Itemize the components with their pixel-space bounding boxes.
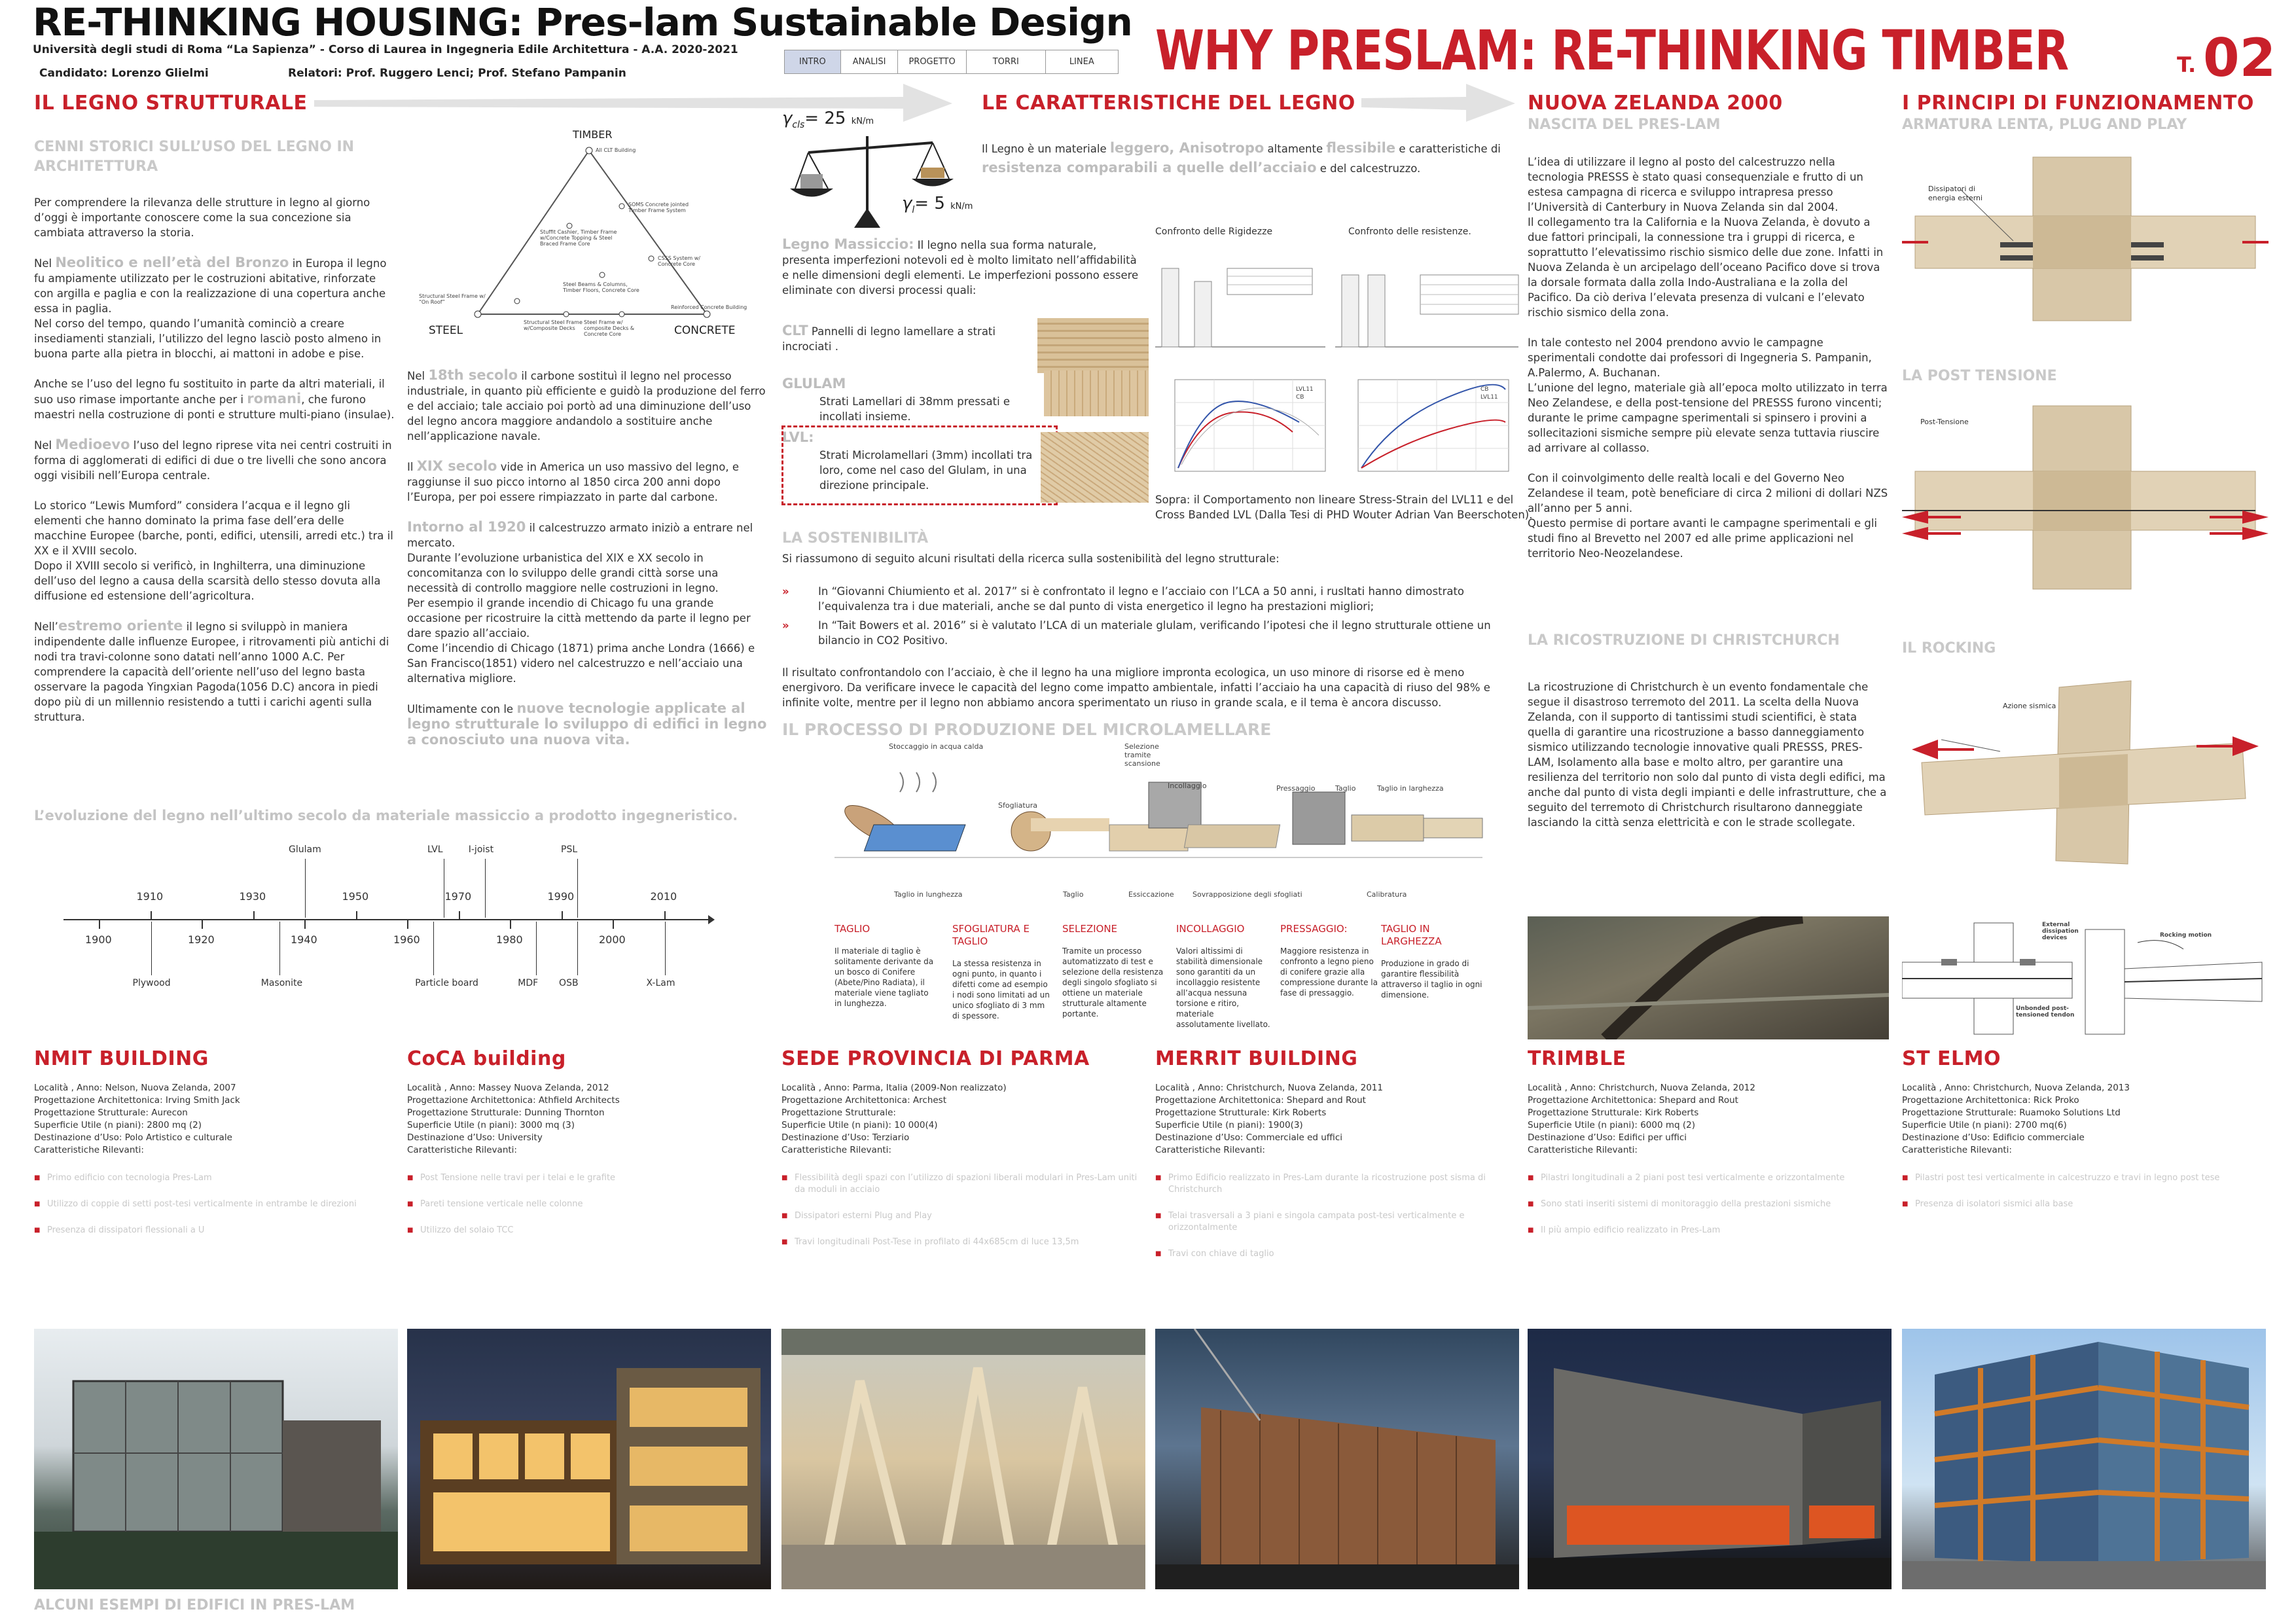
photo-st-elmo — [1902, 1329, 2266, 1589]
lvl-heading: LVL: — [782, 429, 814, 445]
building-features: ■ Primo edificio con tecnologia Pres-Lam ■ Utilizzo di coppie di setti post-tesi verticalmente in entrambe le direzioni ■ Presenza di dissipatori flessionali a U — [34, 1172, 398, 1236]
post-tension-label: Post-Tensione — [1920, 418, 1969, 426]
subheading-armatura: ARMATURA LENTA, PLUG AND PLAY — [1902, 117, 2187, 133]
tri-n8: Steel Frame w/ composite Decks & Concrete Core — [584, 319, 635, 337]
timeline-year: 2010 — [650, 890, 677, 903]
timeline-year: 1960 — [393, 933, 420, 946]
photo-parma — [781, 1329, 1145, 1589]
nav-tabs — [784, 50, 1119, 74]
tri-n4: CSSS System w/ Concrete Core — [658, 255, 700, 267]
clt-item: CLT Pannelli di legno lamellare a strati incrociati . — [782, 323, 996, 353]
dissipatori-label: Dissipatori di energia esterni — [1928, 185, 1983, 202]
timeline-product: X-Lam — [646, 978, 675, 988]
scale-icon — [782, 123, 965, 234]
right-legend-2: LVL11 — [1480, 394, 1498, 401]
col4-text — [1528, 154, 1889, 576]
timeline-product: Particle board — [415, 978, 478, 988]
timeline-tick — [510, 920, 511, 929]
proc-label-5: Pressaggio — [1276, 784, 1316, 793]
timeline-marker — [433, 922, 434, 975]
tab-linea[interactable]: LINEA — [1069, 57, 1094, 67]
tri-n6: Structural Steel Frame w/ “On Roof” — [419, 293, 486, 305]
timeline-tick — [253, 911, 255, 919]
col4-p2: In tale contesto nel 2004 prendono avvio le campagne sperimentali condotte dai professori di Ingegneria S. Pampanin, A.Palermo, A. Buchanan. L’unione del legno, materiale già all’epoca molto utilizzato in terra Neo Zelandese, e della post-tensione del PRESSS furono vincenti; durante le prime campagne sperimentali si spinsero i provini a sollecitazioni sismiche sempre più elevate senza tuttavia riuscire ad arrivare al collasso. — [1528, 336, 1888, 454]
col2-p4: Ultimamente con le nuove tecnologie applicate al legno strutturale lo sviluppo di edifici in legno a conosciuto una nuova vita. — [407, 700, 767, 748]
tri-n9: Reinforced Concrete Building — [671, 304, 747, 310]
timeline-tick — [202, 920, 203, 929]
building-name: TRIMBLE — [1528, 1047, 1626, 1070]
timeline-year: 1950 — [342, 890, 369, 903]
col2-p1: Nel 18th secolo il carbone sostituì il legno nel processo industriale, in quanto più efficiente e guidò la produzione del ferro e del acciaio; tale acciaio poi portò ad una diminuzione dell’uso del legno ancora maggiore andandolo a sostituire anche nell’applicazione navale. — [407, 367, 766, 442]
timeline-tick — [459, 911, 460, 919]
tri-n7: Structural Steel Frame w/Composite Decks — [524, 319, 583, 331]
section-arrow-2 — [1361, 84, 1518, 123]
timeline-marker — [577, 859, 578, 918]
tri-n5: Steel Beams & Columns, Timber Floors, Concrete Core — [563, 281, 639, 293]
sust-intro: Si riassumono di seguito alcuni risultati della ricerca sulla sostenibilità del legno strutturale: — [782, 552, 1280, 565]
timeline-tick — [562, 911, 563, 919]
col1-p6: Nell’estremo oriente il legno si sviluppò in maniera indipendente dalle influenze Europee, i ritrovamenti più antichi di nodi tra travi-colonne sono datati nell’anno 1000 A.C. Per comprendere la capacità dell’oriente nell’uso del legno basta osservare la pagoda Yingxian Pagoda(1056 D.C) ancora in piedi dopo più di un millennio resistendo a tutti i carichi agenti sulla struttura. — [34, 618, 389, 723]
building-features: ■ Primo Edificio realizzato in Pres-Lam durante la ricostruzione post sisma di Christchurch ■ Telai trasversali a 3 piani e singola campata post-tesi verticalmente e orizzontalmente ■ Travi con chiave di taglio — [1155, 1172, 1519, 1260]
col4-p3: Con il coinvolgimento delle realtà locali e del Governo Neo Zelandese il team, potè beneficiare di circa 2 milioni di dollari NZS all’anno per 5 anni. Questo permise di portare avanti le campagne sperimentali e gli studi fino al Brevetto nel 2007 ed alle prime applicazioni nel territorio Neo-Neozelandese. — [1528, 472, 1888, 560]
building-name: NMIT BUILDING — [34, 1047, 209, 1070]
timeline-product: Masonite — [260, 978, 303, 988]
left-legend-2: CB — [1296, 394, 1304, 401]
proc-label-7: Taglio in larghezza — [1377, 784, 1444, 793]
process-illustration — [834, 753, 1489, 884]
heading-nuova-zelanda: NUOVA ZELANDA 2000 — [1528, 92, 1783, 115]
joint-diagram-1 — [1902, 151, 2269, 327]
building-info: Località , Anno: Massey Nuova Zelanda, 2012 Progettazione Architettonica: Athfield Architects Progettazione Strutturale: Dunning Thornton Superficie Utile (n piani): 3000 mq (3) Destinazione d’Uso: University Caratteristiche Rilevanti: — [407, 1083, 620, 1155]
building-coca — [407, 1047, 771, 1251]
timeline-marker — [665, 922, 666, 975]
step-1: TAGLIO Il materiale di taglio è solitamente derivante da un bosco di Conifere (Abete/Pino Radiata), il materiale viene tagliato in lunghezza. — [834, 923, 934, 1008]
timeline-title: L’evoluzione del legno nell’ultimo secolo da materiale massiccio a prodotto ingegneristico. — [34, 808, 738, 823]
lvl-text: Strati Microlamellari (3mm) incollati tra loro, come nel caso del Glulam, in una direzione principale. — [819, 449, 1033, 492]
gamma-legno: $\gamma_l= 5$ kN/m — [902, 194, 973, 216]
rigidity-chart — [1155, 249, 1332, 350]
proc-label-2: Selezione tramite scansione — [1124, 742, 1160, 768]
sust-bullet-2: » In “Tait Bowers et al. 2016” si è valutato l’LCA di un materiale glulam, verificando l’ipotesi che il legno strutturale ottiene un bilancio in CO2 Positivo. — [782, 619, 1491, 647]
lvl-photo — [1041, 432, 1149, 503]
timeline-product: OSB — [559, 978, 579, 988]
col2-p3: Intorno al 1920 il calcestruzzo armato iniziò a entrare nel mercato. Durante l’evoluzione urbanistica del XIX e XX secolo in concomitanza con lo sviluppo delle grandi città sorse una necessità di controllo maggiore nelle costruzioni in legno. Per esempio il grande incendio di Chicago fu una grande occasione per ricostruire la città mettendo da parte il legno per dare spazio all’acciaio. Come l’incendio di Chicago (1871) prima anche Londra (1666) e San Francisco(1851) videro nel calcestruzzo e nell’acciaio una alternativa migliore. — [407, 519, 755, 685]
rocking-motion-label: Rocking motion — [2160, 932, 2212, 939]
heading-principi: I PRINCIPI DI FUNZIONAMENTO — [1902, 92, 2254, 115]
clt-photo — [1037, 318, 1149, 373]
col4-p1: L’idea di utilizzare il legno al posto del calcestruzzo nella tecnologia PRESSS è stato quasi consequenziale e frutto di un estesa campagna di ricerca e sviluppo intrapresa presso l’Università di Canterbury in Nuova Zelanda sin dal 2004. Il collegamento tra la California e la Nuova Zelanda, è dovuto a due fattori principali, la connessione tra i gruppi di ricerca, e soprattutto l’elevatissimo rischio sismico delle due zone. Infatti in Nuova Zelanda è un arcipelago dell’oceano Pacifico dove si trova la dorsale formata dalla zolla Indo-Australiana e la zolla del Pacifico. Da ciò deriva l’elevata presenza di vulcani e l’elevato rischio sismico della zona. — [1528, 156, 1884, 319]
col1-p5: Lo storico “Lewis Mumford” considera l’acqua e il legno gli elementi che hanno dominato la prima fase dell’era delle macchine Europee (barche, ponti, edifici, utensili, arredi etc.) tra il XX e il XVIII secolo. Dopo il XVIII secolo si verificò, in Inghilterra, una diminuzione dell’uso del legno a causa della scarsità dello stesso dovuta alla diffusione ed estensione dell’agricoltura. — [34, 499, 393, 602]
label-rigidezze: Confronto delle Rigidezze — [1155, 226, 1273, 237]
proc-heading: IL PROCESSO DI PRODUZIONE DEL MICROLAMELLARE — [782, 720, 1272, 739]
timeline — [34, 844, 715, 995]
timeline-year: 2000 — [599, 933, 626, 946]
tri-n3: Stuffit Cashier, Timber Frame w/Concrete Topping & Steel Braced Frame Core — [540, 229, 617, 247]
step-3: SELEZIONE Tramite un processo automatizzato di test e selezione della resistenza degli singolo sfogliato si ottiene un materiale strutturale altamente portante. — [1062, 923, 1164, 1018]
unbonded-label: Unbonded post-tensioned tendon — [2016, 1005, 2075, 1018]
timeline-product: LVL — [427, 844, 443, 855]
tab-analisi[interactable]: ANALISI — [841, 50, 899, 73]
triangle-diagram — [412, 124, 779, 340]
building-st-elmo — [1902, 1047, 2266, 1225]
timeline-marker — [485, 859, 486, 918]
building-features: ■ Post Tensione nelle travi per i telai e le grafite ■ Pareti tensione verticale nelle colonne ■ Utilizzo del solaio TCC — [407, 1172, 771, 1236]
col2-text — [407, 368, 768, 763]
timeline-tick — [664, 911, 666, 919]
tri-n2: SOMS Concrete jointed Timber Frame System — [628, 202, 689, 213]
crack-illustration — [1528, 916, 1889, 1039]
azione-sismica-label: Azione sismica — [2003, 702, 2056, 710]
timeline-product: I-joist — [468, 844, 494, 855]
building-info: Località , Anno: Christchurch, Nuova Zelanda, 2012 Progettazione Architettonica: Shepard and Rout Progettazione Strutturale: Kirk Roberts Superficie Utile (n piani): 6000 mq (2) Destinazione d’Uso: Edifici per uffici Caratteristiche Rilevanti: — [1528, 1083, 1755, 1155]
timeline-marker — [577, 922, 578, 975]
glulam-heading: GLULAM — [782, 376, 846, 391]
caratteristiche-intro: Il Legno è un materiale leggero, Anisotropo altamente flessibile e caratteristiche di resistenza comparabili a quelle dell’acciaio e del calcestruzzo. — [982, 140, 1501, 175]
glulam-text: Strati Lamellari di 38mm pressati e incollati insieme. — [819, 395, 1011, 423]
main-title: RE-THINKING HOUSING: Pres-lam Sustainable Design — [33, 0, 1132, 45]
building-name: ST ELMO — [1902, 1047, 2001, 1070]
photo-trimble — [1528, 1329, 1892, 1589]
why-title: WHY PRESLAM: RE-THINKING TIMBER — [1155, 18, 2069, 82]
heading-caratteristiche: LE CARATTERISTICHE DEL LEGNO — [982, 92, 1355, 115]
timeline-year: 1940 — [291, 933, 317, 946]
step-5: PRESSAGGIO: Maggiore resistenza in confronto a legno pieno di conifere grazie alla compressione durante la fase di pressaggio. — [1280, 923, 1378, 998]
proc-label-4: Incollaggio — [1168, 782, 1207, 790]
proc-label-11: Sovrapposizione degli sfogliati — [1193, 890, 1302, 899]
timeline-marker — [536, 922, 537, 975]
tri-right: CONCRETE — [674, 324, 736, 337]
gamma-cls: $\gamma_{cls}= 25$ kN/m — [782, 109, 874, 131]
photo-merrit — [1155, 1329, 1519, 1589]
step-4: INCOLLAGGIO Valori altissimi di stabilità dimensionale sono garantiti da un incollaggio resistente all’acqua nessuna torsione e ritiro, materiale assolutamente livellato. — [1176, 923, 1270, 1029]
building-trimble — [1528, 1047, 1892, 1251]
sust-bullet-1: » In “Giovanni Chiumiento et al. 2017” si è confrontato il legno e l’acciaio con l’LCA a 50 anni, i rusltati hanno dimostrato l’equivalenza tra i due materiali, anche se dal punto di vista energetico il legno ha prestazioni migliori; — [782, 585, 1465, 613]
building-info: Località , Anno: Parma, Italia (2009-Non realizzato) Progettazione Architettonica: Archest Progettazione Strutturale: Superficie Utile (n piani): 10 000(4) Destinazione d’Uso: Terziario Caratteristiche Rilevanti: — [781, 1083, 1007, 1155]
timeline-year: 1920 — [188, 933, 215, 946]
proc-label-1: Stoccaggio in acqua calda — [889, 742, 984, 751]
ext-dissip-label: External dissipation devices — [2042, 922, 2079, 941]
sust-heading: LA SOSTENIBILITÀ — [782, 530, 929, 547]
timeline-year: 1900 — [85, 933, 112, 946]
proc-label-6: Taglio — [1335, 784, 1356, 793]
proc-label-12: Calibratura — [1367, 890, 1407, 899]
timeline-product: Plywood — [132, 978, 171, 988]
graph-caption: Sopra: il Comportamento non lineare Stress-Strain del LVL11 e del Cross Banded LVL (Dalla Tesi di PHD Wouter Adrian Van Beerschoten). — [1155, 494, 1533, 521]
timeline-year: 1970 — [444, 890, 472, 903]
building-name: CoCA building — [407, 1047, 566, 1070]
supervisors: Relatori: Prof. Ruggero Lenci; Prof. Stefano Pampanin — [288, 67, 626, 80]
timeline-marker — [305, 859, 306, 918]
table-number: 02 — [2203, 27, 2276, 88]
stress-strain-left — [1162, 376, 1332, 488]
photo-nmit — [34, 1329, 398, 1589]
col1-p1: Per comprendere la rilevanza delle strutture in legno al giorno d’oggi è importante conoscere come la sua concezione sia cambiata attraverso la storia. — [34, 196, 370, 239]
building-features: ■ Pilastri post tesi verticalmente in calcestruzzo e travi in legno post tese ■ Presenza di isolatori sismici alla base — [1902, 1172, 2266, 1210]
timeline-year: 1980 — [496, 933, 523, 946]
col1-p3: Anche se l’uso del legno fu sostituito in parte da altri materiali, il suo uso rimase importante anche per i romani, che furono maestri nella costruzione di ponti e strutture multi-piano (insulae). — [34, 378, 395, 421]
right-legend-1: CB — [1480, 386, 1489, 393]
earthquake-photo — [1528, 916, 1889, 1039]
timeline-year: 1990 — [547, 890, 575, 903]
building-info: Località , Anno: Christchurch, Nuova Zelanda, 2011 Progettazione Architettonica: Shepard and Rout Progettazione Strutturale: Kirk Roberts Superficie Utile (n piani): 1900(3) Destinazione d’Uso: Commerciale ed uffici Caratteristiche Rilevanti: — [1155, 1083, 1383, 1155]
col2-p2: Il XIX secolo vide in America un uso massivo del legno, e raggiunse il suo picco intorno al 1850 circa 200 anni dopo l’Europa, per poi essere rimpiazzato in parte dal carbone. — [407, 458, 739, 503]
timeline-year: 1930 — [239, 890, 266, 903]
proc-label-9: Taglio — [1063, 890, 1084, 899]
glulam-photo — [1044, 370, 1149, 416]
proc-label-8: Taglio in lunghezza — [894, 890, 963, 899]
building-info: Località , Anno: Christchurch, Nuova Zelanda, 2013 Progettazione Architettonica: Rick Proko Progettazione Strutturale: Ruamoko Solutions Ltd Superficie Utile (n piani): 2700 mq(6) Destinazione d’Uso: Edificio commerciale Caratteristiche Rilevanti: — [1902, 1083, 2130, 1155]
university-line: Università degli studi di Roma “La Sapienza” - Corso di Laurea in Ingegneria Edile Architettura - A.A. 2020-2021 — [33, 43, 738, 56]
subheading-nascita: NASCITA DEL PRES-LAM — [1528, 117, 1721, 133]
timeline-product: MDF — [518, 978, 539, 988]
timeline-tick — [151, 911, 152, 919]
label-resistenze: Confronto delle resistenze. — [1348, 226, 1471, 237]
tri-top: TIMBER — [573, 128, 613, 141]
proc-label-3: Sfogliatura — [998, 801, 1037, 810]
joint-diagram-3 — [1902, 674, 2269, 871]
timeline-marker — [151, 922, 152, 975]
step-2: SFOGLIATURA E TAGLIO La stessa resistenza in ogni punto, in quanto i difetti come ad esempio i nodi sono limitati ad un unico sfogliato di 3 mm di spessore. — [952, 923, 1050, 1020]
heading-legno-strutturale: IL LEGNO STRUTTURALE — [34, 92, 308, 115]
process-steps — [834, 923, 1489, 1041]
timeline-tick — [407, 920, 408, 929]
post-tension-heading: LA POST TENSIONE — [1902, 368, 2057, 384]
resistance-chart — [1335, 249, 1525, 350]
building-merrit — [1155, 1047, 1519, 1274]
tab-torri[interactable]: TORRI — [967, 50, 1046, 73]
building-name: MERRIT BUILDING — [1155, 1047, 1358, 1070]
timeline-tick — [304, 920, 306, 929]
rocking-heading: IL ROCKING — [1902, 640, 1996, 657]
tab-intro[interactable]: INTRO — [785, 50, 841, 73]
timeline-year: 1910 — [136, 890, 164, 903]
col1-text — [34, 195, 398, 740]
stress-strain-right — [1345, 376, 1515, 488]
subheading-cenni-storici: CENNI STORICI SULL’USO DEL LEGNO IN ARCHITETTURA — [34, 139, 355, 175]
building-info: Località , Anno: Nelson, Nuova Zelanda, 2007 Progettazione Architettonica: Irving Smith Jack Progettazione Strutturale: Aurecon Superficie Utile (n piani): 2800 mq (2) Destinazione d’Uso: Polo Artistico e culturale Caratteristiche Rilevanti: — [34, 1083, 240, 1155]
building-features: ■ Pilastri longitudinali a 2 piani post tesi verticalmente e orizzontalmente ■ Sono stati inseriti sistemi di monitoraggio della prestazioni sismiche ■ Il più ampio edificio realizzato in Pres-Lam — [1528, 1172, 1892, 1236]
tri-n1: All CLT Building — [596, 147, 636, 153]
col1-p2: Nel Neolitico e nell’età del Bronzo in Europa il legno fu ampiamente utilizzato per le costruzioni abitative, rinforzate con argilla e paglia e con la realizzazione di una copertura anche essa in paglia. Nel corso del tempo, quando l’umanità cominciò a creare insediamenti stanziali, l’utilizzo del legno lasciò posto almeno in buona parte alla pietra in blocchi, ai mattoni in adobe e pise. — [34, 255, 387, 360]
candidate: Candidato: Lorenzo Glielmi — [39, 67, 209, 80]
sust-end: Il risultato confrontandolo con l’acciaio, è che il legno ha una migliore impronta ecologica, un uso minore di risorse ed è meno energivoro. Da verificare invece le capacità del legno come impatto ambientale, infatti l’acciaio ha una capacità di riuso del 98% e infinite volte, mentre per il legno non abbiamo ancora sperimentato un riuso in grande scala, e il tema è ancora discusso. — [782, 666, 1490, 709]
chch-heading: LA RICOSTRUZIONE DI CHRISTCHURCH — [1528, 632, 1840, 649]
footer-caption: ALCUNI ESEMPI DI EDIFICI IN PRES-LAM — [34, 1597, 355, 1613]
col1-p4: Nel Medioevo l’uso del legno riprese vita nei centri costruiti in forma di agglomerati di edifici di due o tre livelli che sono ancora oggi visibili nell’Europa centrale. — [34, 437, 392, 482]
chch-text: La ricostruzione di Christchurch è un evento fondamentale che segue il disastroso terremoto del 2011. La scelta della Nuova Zelanda, con il supporto di tantissimi studi scientifici, è stata quella di garantire una ricostruzione a basso danneggiamento sismico utilizzando tecnologie innovative quali PRESSS, PRES-LAM, Isolamento alla base e molto altro, per garantire una resilienza del territorio non solo dal punto di vista degli edifici, ma anche dal punto di vista degli impianti e delle infrastrutture, che a seguito del terremoto di Christchurch risultarono danneggiate lasciando la città senza elettricità e con le strade scollegate. — [1528, 681, 1887, 829]
table-prefix: T. — [2177, 52, 2197, 77]
tri-left: STEEL — [429, 324, 463, 337]
legno-massiccio: Legno Massiccio: Il legno nella sua forma naturale, presenta imperfezioni notevoli ed è molto limitato nell’affidabilità e nelle dimensioni degli elementi. Le imperfezioni possono essere eliminate con diversi processi quali: — [782, 236, 1139, 297]
timeline-tick — [99, 920, 100, 929]
building-parma — [781, 1047, 1145, 1263]
timeline-product: PSL — [561, 844, 578, 855]
tab-progetto[interactable]: PROGETTO — [898, 50, 966, 73]
timeline-tick — [613, 920, 614, 929]
building-features: ■ Flessibilità degli spazi con l’utilizzo di spazioni liberali modulari in Pres-Lam uniti da moduli in acciaio ■ Dissipatori esterni Plug and Play ■ Travi longitudinali Post-Tese in profilato di 44x685cm di luce 13,5m — [781, 1172, 1145, 1248]
photo-coca — [407, 1329, 771, 1589]
joint-diagram-2 — [1902, 399, 2269, 596]
building-name: SEDE PROVINCIA DI PARMA — [781, 1047, 1090, 1070]
timeline-tick — [356, 911, 357, 919]
left-legend-1: LVL11 — [1296, 386, 1314, 393]
proc-label-10: Essiccazione — [1128, 890, 1174, 899]
timeline-marker — [279, 922, 280, 975]
building-nmit — [34, 1047, 398, 1251]
step-6: TAGLIO IN LARGHEZZA Produzione in grado di garantire flessibilità attraverso il taglio in ogni dimensione. — [1381, 923, 1482, 1000]
timeline-product: Glulam — [289, 844, 321, 855]
